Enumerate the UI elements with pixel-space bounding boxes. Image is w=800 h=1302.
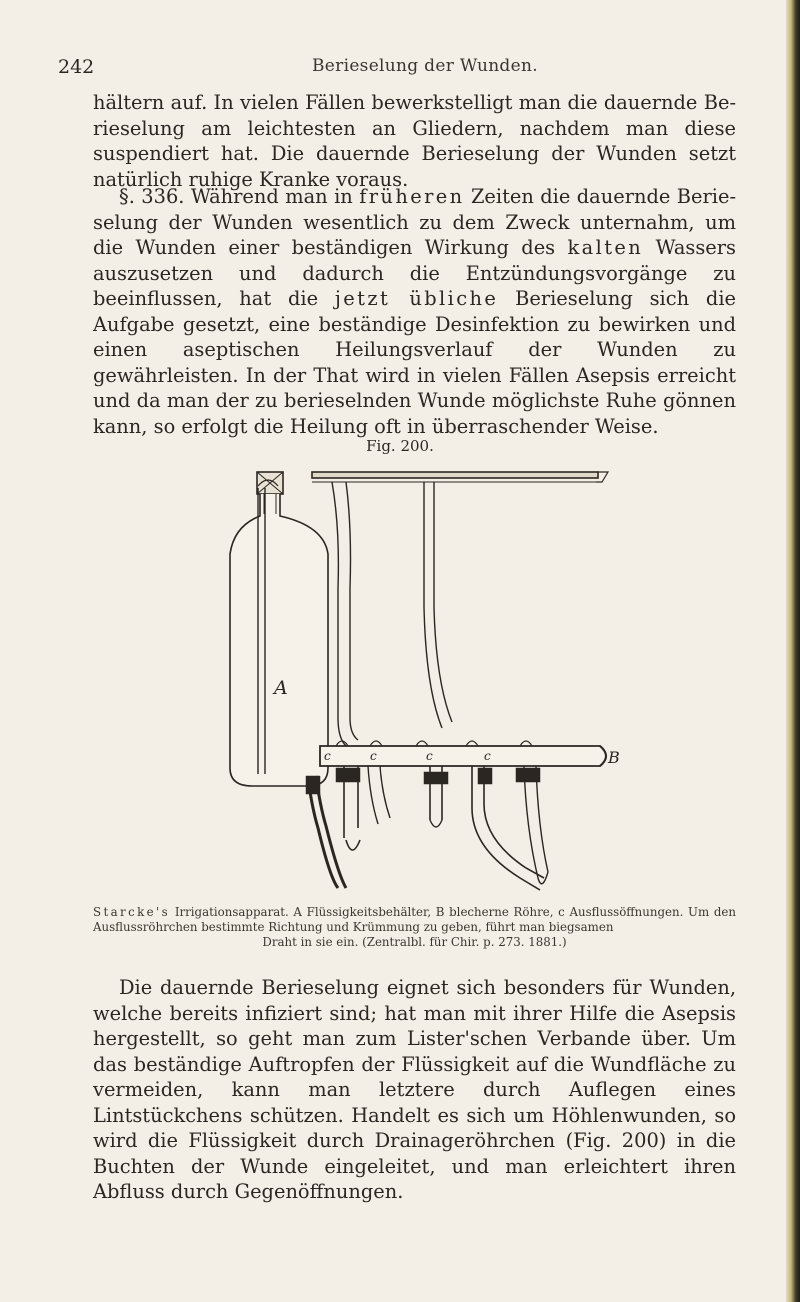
figure-drawing [220,468,640,902]
paragraph-2-text [93,184,736,439]
paragraph-1-text: hältern auf. In vielen Fällen bewerkstelligt man die dauernde Berieselung am leichtesten an Gliedern, nachdem man diese suspendiert hat. Die dauernde Berieselung der Wunden setzt natürlich ruhige Kranke voraus. [93,91,736,191]
paragraph-2 [93,184,736,439]
figure-label: Fig. 200. [366,437,434,455]
paragraph-3 [93,975,736,1205]
caption-line-1 [93,905,736,935]
page-edge [786,0,800,1302]
caption-line-2: Draht in sie ein. (Zentralbl. für Chir. p. 273. 1881.) [262,935,567,949]
p2-part3: Wassers auszusetzen und dadurch die Entzündungsvorgänge zu beeinflussen, hat die [93,236,736,310]
tube-b-body [320,746,606,766]
page-number: 242 [58,56,95,78]
p2-spaced-kalten: kalten [567,236,644,259]
container-body [230,494,328,786]
running-head [58,56,738,82]
nipple-letter-c-1: c [324,749,331,763]
irrigation-apparatus-illustration [220,468,640,902]
caption-author: Starcke's [93,905,171,919]
running-title: Berieselung der Wunden. [312,56,538,76]
tube-letter-b: B [608,748,620,767]
p2-part2: Zeiten die dauernde Berieselung der Wunden wesentlich zu dem Zweck unternahm, um die Wunden einer beständigen Wirkung des [93,185,737,259]
container-letter-a: A [274,677,288,699]
nipple-letter-c-2: c [370,749,377,763]
paragraph-1 [93,90,736,192]
p2-spaced-jetzt-uebliche: jetzt übliche [334,287,499,310]
caption-text: Irrigationsapparat. A Flüssigkeitsbehälter, B blecherne Röhre, c Ausflussöffnungen. Um den Ausflussröhrchen bestimmte Richtung und Krümmung zu geben, führt man biegsamen [93,905,736,934]
p2-part4: Berieselung sich die Aufgabe gesetzt, eine beständige Desinfektion zu bewirken und einen aseptischen Heilungsverlauf der Wunden zu gewährleisten. In der That wird in vielen Fällen Asepsis erreicht und da man der zu berieselnden Wunde möglichste Ruhe gönnen kann, so erfolgt die Heilung oft in überraschender Weise. [93,287,736,438]
nipple-letter-c-4: c [484,749,491,763]
paragraph-3-text: Die dauernde Berieselung eignet sich besonders für Wunden, welche bereits infiziert sind; hat man mit ihrer Hilfe die Asepsis hergestellt, so geht man zum Lister'schen Verbande über. Um das beständige Auftropfen der Flüssigkeit auf die Wundfläche zu vermeiden, kann man letztere durch Auflegen eines Lintstückchens schützen. Handelt es sich um Höhlenwunden, so wird die Flüssigkeit durch Drainageröhrchen (Fig. 200) in die Buchten der Wunde eingeleitet, und man erleichtert ihren Abfluss durch Gegenöffnungen. [93,976,736,1203]
p2-spaced-frueheren: früheren [359,185,465,208]
p2-part1: §. 336. Während man in [119,185,360,208]
figure-caption [93,905,736,950]
nipple-letter-c-3: c [426,749,433,763]
